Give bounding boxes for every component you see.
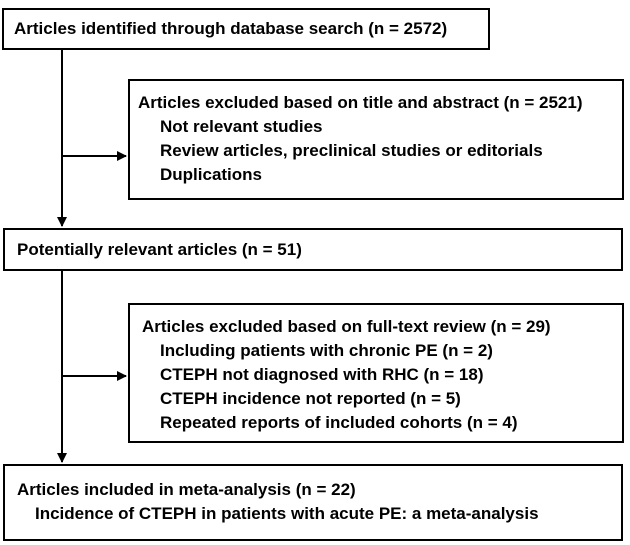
excluded-full-text-heading: Articles excluded based on full-text review (n = 29) [142, 317, 551, 336]
included-articles-box [3, 464, 623, 541]
identified-articles-text: Articles identified through database search (n = 2572) [14, 19, 448, 38]
included-articles-subtext: Incidence of CTEPH in patients with acute PE: a meta-analysis [35, 504, 539, 523]
exclusion-reason: Including patients with chronic PE (n = 2) [160, 341, 493, 360]
exclusion-reason: Repeated reports of included cohorts (n = 4) [160, 413, 518, 432]
excluded-title-abstract-box [128, 79, 624, 200]
potentially-relevant-box [3, 228, 623, 271]
included-articles-heading: Articles included in meta-analysis (n = 22) [17, 480, 356, 499]
exclusion-reason: CTEPH incidence not reported (n = 5) [160, 389, 461, 408]
exclusion-reason: CTEPH not diagnosed with RHC (n = 18) [160, 365, 484, 384]
potentially-relevant-text: Potentially relevant articles (n = 51) [17, 240, 302, 259]
exclusion-reason: Review articles, preclinical studies or editorials [160, 141, 543, 160]
exclusion-reason: Not relevant studies [160, 117, 323, 136]
excluded-full-text-box [128, 303, 624, 443]
exclusion-reason: Duplications [160, 165, 263, 184]
identified-articles-box [2, 8, 490, 50]
excluded-title-abstract-heading: Articles excluded based on title and abstract (n = 2521) [138, 93, 583, 112]
